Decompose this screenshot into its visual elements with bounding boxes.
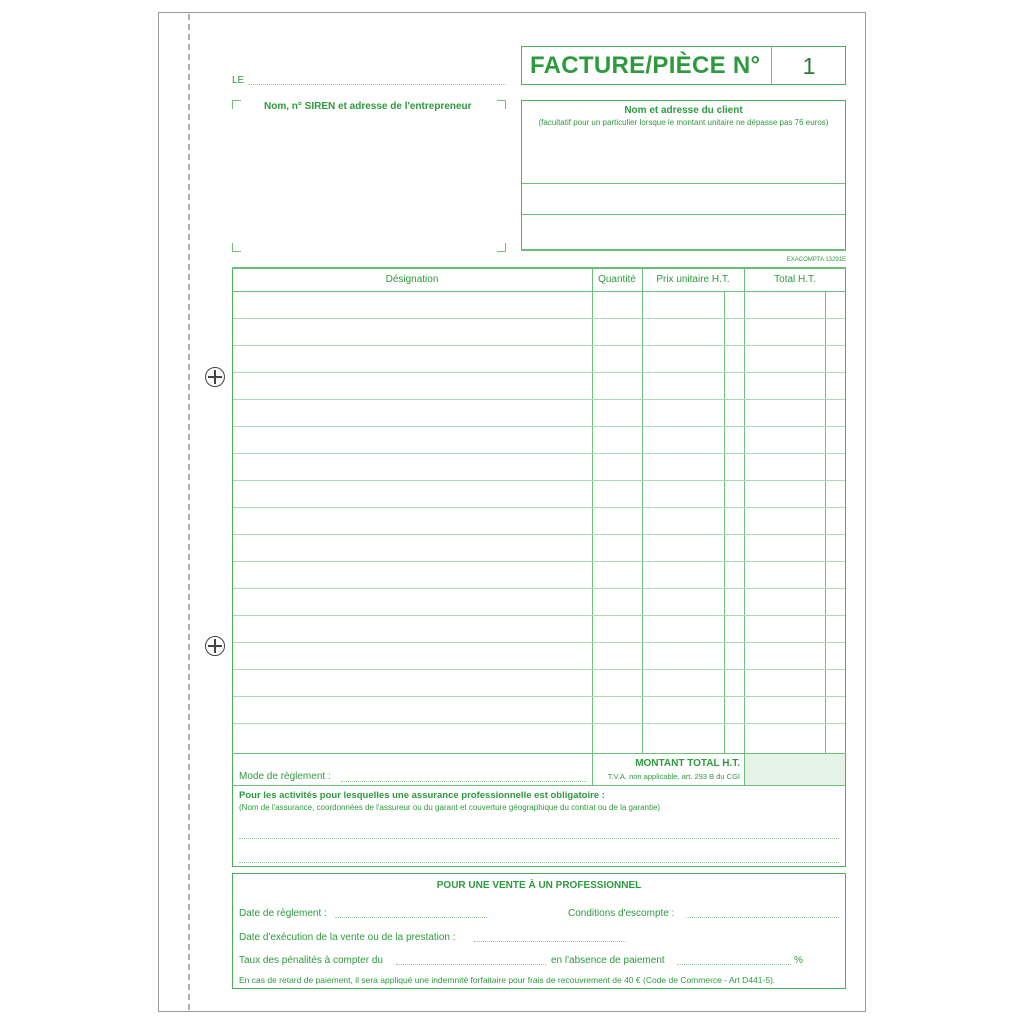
payment-date-label: Date de règlement : [239, 908, 327, 919]
table-row-rule [233, 588, 845, 589]
client-note: (facultatif pour un particulier lorsque le montant unitaire ne dépasse pas 76 euros) [538, 118, 829, 127]
execution-date-field[interactable] [474, 941, 626, 942]
client-title: Nom et adresse du client [624, 105, 743, 116]
pro-section-title: POUR UNE VENTE À UN PROFESSIONNEL [436, 880, 642, 891]
total-label: MONTANT TOTAL H.T. [635, 758, 740, 769]
invoice-title: FACTURE/PIÈCE N° [530, 52, 761, 79]
insurance-title: Pour les activités pour lesquelles une assurance professionnelle est obligatoire : [239, 790, 605, 801]
percent-sign: % [794, 955, 803, 966]
table-row-rule [233, 426, 845, 427]
payment-mode-label: Mode de règlement : [239, 771, 331, 782]
insurance-note: (Nom de l'assurance, coordonnées de l'assureur ou du garant et couverture géographique du contrat ou de la garantie) [239, 803, 661, 812]
table-row-rule [233, 561, 845, 562]
table-row-rule [233, 723, 845, 724]
table-row-rule [233, 372, 845, 373]
binder-hole-icon [205, 636, 225, 656]
discount-field[interactable] [686, 917, 839, 918]
reference-code: EXACOMPTA 13291E [786, 257, 846, 263]
column-header-quantity: Quantité [598, 274, 636, 285]
entrepreneur-label: Nom, n° SIREN et adresse de l'entrepreneur [264, 101, 472, 112]
table-row-rule [233, 696, 845, 697]
insurance-field[interactable] [239, 862, 839, 863]
discount-label: Conditions d'escompte : [568, 908, 675, 919]
execution-date-label: Date d'exécution de la vente ou de la prestation : [239, 932, 456, 943]
legal-notice: En cas de retard de paiement, il sera appliqué une indemnité forfaitaire pour frais de recouvrement de 40 € (Code de Commerce - Art D441-5). [239, 975, 776, 985]
column-header-unit-price: Prix unitaire H.T. [656, 274, 730, 285]
invoice-number: 1 [802, 53, 816, 79]
table-row-rule [233, 507, 845, 508]
payment-date-field[interactable] [335, 917, 487, 918]
column-header-designation: Désignation [385, 274, 439, 285]
binder-hole-icon [205, 367, 225, 387]
table-row-rule [233, 615, 845, 616]
penalty-date-field[interactable] [396, 964, 546, 965]
table-row-rule [233, 642, 845, 643]
column-header-total: Total H.T. [774, 274, 816, 285]
table-row-rule [233, 318, 845, 319]
insurance-field[interactable] [239, 838, 839, 839]
table-row-rule [233, 480, 845, 481]
penalty-rate-label: Taux des pénalités à compter du [239, 955, 383, 966]
date-field[interactable] [248, 84, 506, 85]
penalty-rate-field[interactable] [677, 964, 791, 965]
table-row-rule [233, 453, 845, 454]
table-row-rule [233, 534, 845, 535]
table-row-rule [233, 345, 845, 346]
payment-mode-field[interactable] [341, 781, 587, 782]
absence-label: en l'absence de paiement [551, 955, 665, 966]
table-row-rule [233, 399, 845, 400]
tva-note: T.V.A. non applicable, art. 293 B du CGI [607, 772, 740, 781]
total-amount-cell[interactable] [745, 754, 845, 785]
perforation-line [188, 14, 190, 1010]
table-row-rule [233, 669, 845, 670]
date-label: LE [232, 75, 245, 86]
